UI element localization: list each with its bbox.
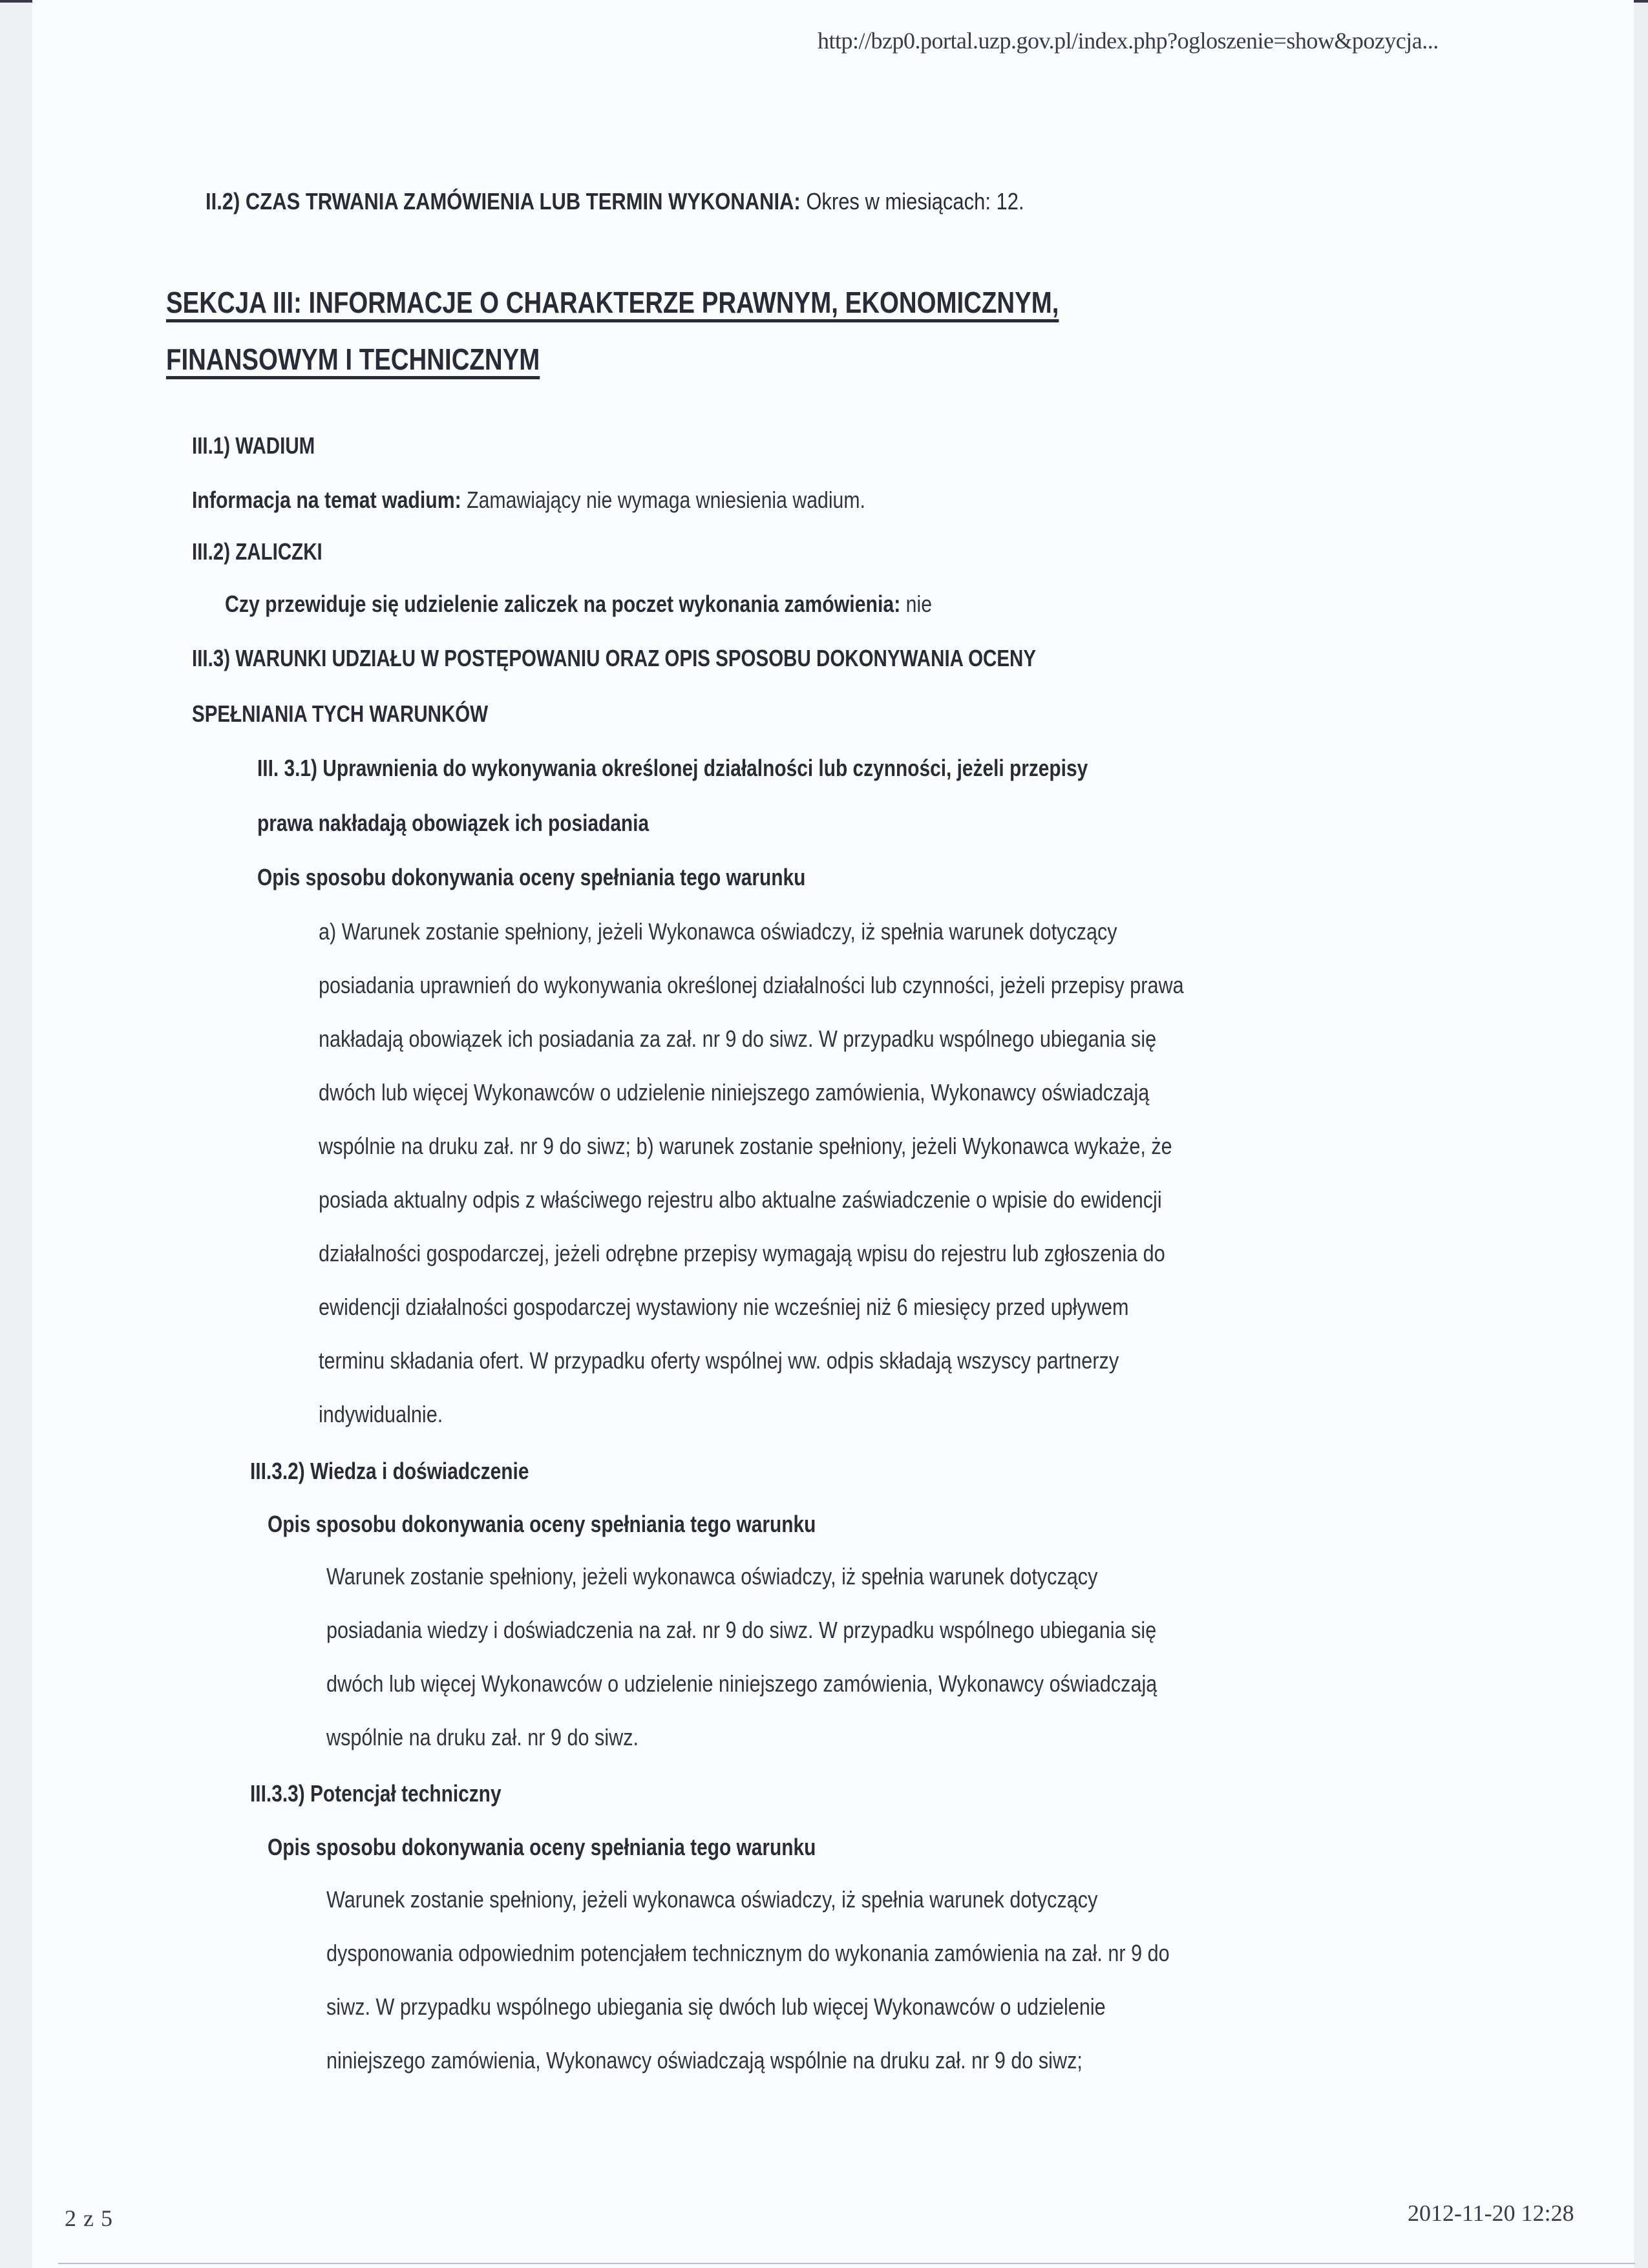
wadium-info-label: Informacja na temat wadium: <box>192 487 461 513</box>
uprawnienia-opis-label: Opis sposobu dokonywania oceny spełniania tego warunku <box>257 864 806 890</box>
zaliczki-answer: nie <box>900 591 933 617</box>
warunki-heading-line1: III.3) WARUNKI UDZIAŁU W POSTĘPOWANIU ORAZ OPIS SPOSOBU DOKONYWANIA OCENY <box>192 645 1037 671</box>
section-iii-title-line1: SEKCJA III: INFORMACJE O CHARAKTERZE PRAWNYM, EKONOMICZNYM, <box>166 286 1059 319</box>
uprawnienia-heading-line2: prawa nakładają obowiązek ich posiadania <box>257 810 650 836</box>
paragraph-line: siwz. W przypadku wspólnego ubiegania się dwóch lub więcej Wykonawców o udzielenie <box>326 1993 1106 2020</box>
section-ii2-label: II.2) CZAS TRWANIA ZAMÓWIENIA LUB TERMIN WYKONANIA: <box>206 188 801 215</box>
scan-edge-mark <box>1634 0 1648 3</box>
zaliczki-question-label: Czy przewiduje się udzielenie zaliczek na poczet wykonania zamówienia: <box>225 591 901 617</box>
potencjal-heading: III.3.3) Potencjał techniczny <box>250 1780 502 1807</box>
paragraph-line: niniejszego zamówienia, Wykonawcy oświadczają wspólnie na druku zał. nr 9 do siwz; <box>326 2047 1083 2074</box>
print-timestamp: 2012-11-20 12:28 <box>1408 2200 1574 2226</box>
paragraph-line: wspólnie na druku zał. nr 9 do siwz; b) warunek zostanie spełniony, jeżeli Wykonawca wykaże, że <box>319 1133 1172 1159</box>
section-ii2-value: Okres w miesiącach: 12. <box>800 188 1024 215</box>
paragraph-line: posiadania uprawnień do wykonywania określonej działalności lub czynności, jeżeli przepisy prawa <box>319 972 1184 998</box>
wadium-info <box>192 486 865 514</box>
scan-edge-mark <box>0 0 34 3</box>
paragraph-line: Warunek zostanie spełniony, jeżeli wykonawca oświadczy, iż spełnia warunek dotyczący <box>326 1886 1098 1913</box>
paragraph-line: wspólnie na druku zał. nr 9 do siwz. <box>326 1724 639 1750</box>
paragraph-line: dwóch lub więcej Wykonawców o udzielenie niniejszego zamówienia, Wykonawcy oświadczają <box>319 1079 1150 1106</box>
scan-edge-right <box>1634 0 1648 2268</box>
wadium-heading: III.1) WADIUM <box>192 432 315 459</box>
document-page <box>32 0 1634 2268</box>
page-bottom-edge <box>58 2263 1635 2264</box>
paragraph-line: terminu składania ofert. W przypadku oferty wspólnej ww. odpis składają wszyscy partnerzy <box>319 1347 1119 1374</box>
page-number: 2 z 5 <box>65 2205 113 2231</box>
paragraph-line: posiadania wiedzy i doświadczenia na zał. nr 9 do siwz. W przypadku wspólnego ubiegania się <box>326 1617 1157 1643</box>
paragraph-line: indywidualnie. <box>319 1401 443 1427</box>
wadium-info-value: Zamawiający nie wymaga wniesienia wadium. <box>461 487 865 513</box>
paragraph-line: działalności gospodarczej, jeżeli odrębne przepisy wymagają wpisu do rejestru lub zgłoszenia do <box>319 1240 1165 1266</box>
page-url: http://bzp0.portal.uzp.gov.pl/index.php?ogloszenie=show&pozycja... <box>818 28 1439 54</box>
paragraph-line: nakładają obowiązek ich posiadania za zał. nr 9 do siwz. W przypadku wspólnego ubiegania się <box>319 1025 1157 1052</box>
paragraph-line: posiada aktualny odpis z właściwego rejestru albo aktualne zaświadczenie o wpisie do ewidencji <box>319 1186 1162 1213</box>
zaliczki-heading: III.2) ZALICZKI <box>192 538 322 565</box>
paragraph-line: dwóch lub więcej Wykonawców o udzielenie niniejszego zamówienia, Wykonawcy oświadczają <box>326 1670 1157 1697</box>
paragraph-line: ewidencji działalności gospodarczej wystawiony nie wcześniej niż 6 miesięcy przed upływem <box>319 1294 1129 1320</box>
paragraph-line: dysponowania odpowiednim potencjałem technicznym do wykonania zamówienia na zał. nr 9 do <box>326 1940 1170 1966</box>
potencjal-opis-label: Opis sposobu dokonywania oceny spełniania tego warunku <box>268 1834 816 1860</box>
paragraph-line: a) Warunek zostanie spełniony, jeżeli Wykonawca oświadczy, iż spełnia warunek dotyczący <box>319 918 1117 945</box>
wiedza-heading: III.3.2) Wiedza i doświadczenie <box>250 1458 529 1484</box>
uprawnienia-heading-line1: III. 3.1) Uprawnienia do wykonywania określonej działalności lub czynności, jeżeli przepisy <box>257 755 1088 781</box>
scan-edge-left <box>0 0 32 2268</box>
section-iii-title-line2: FINANSOWYM I TECHNICZNYM <box>166 342 540 376</box>
section-ii2 <box>206 187 1024 216</box>
warunki-heading-line2: SPEŁNIANIA TYCH WARUNKÓW <box>192 700 489 727</box>
zaliczki-question <box>225 590 932 618</box>
paragraph-line: Warunek zostanie spełniony, jeżeli wykonawca oświadczy, iż spełnia warunek dotyczący <box>326 1563 1098 1590</box>
wiedza-opis-label: Opis sposobu dokonywania oceny spełniania tego warunku <box>268 1511 816 1537</box>
